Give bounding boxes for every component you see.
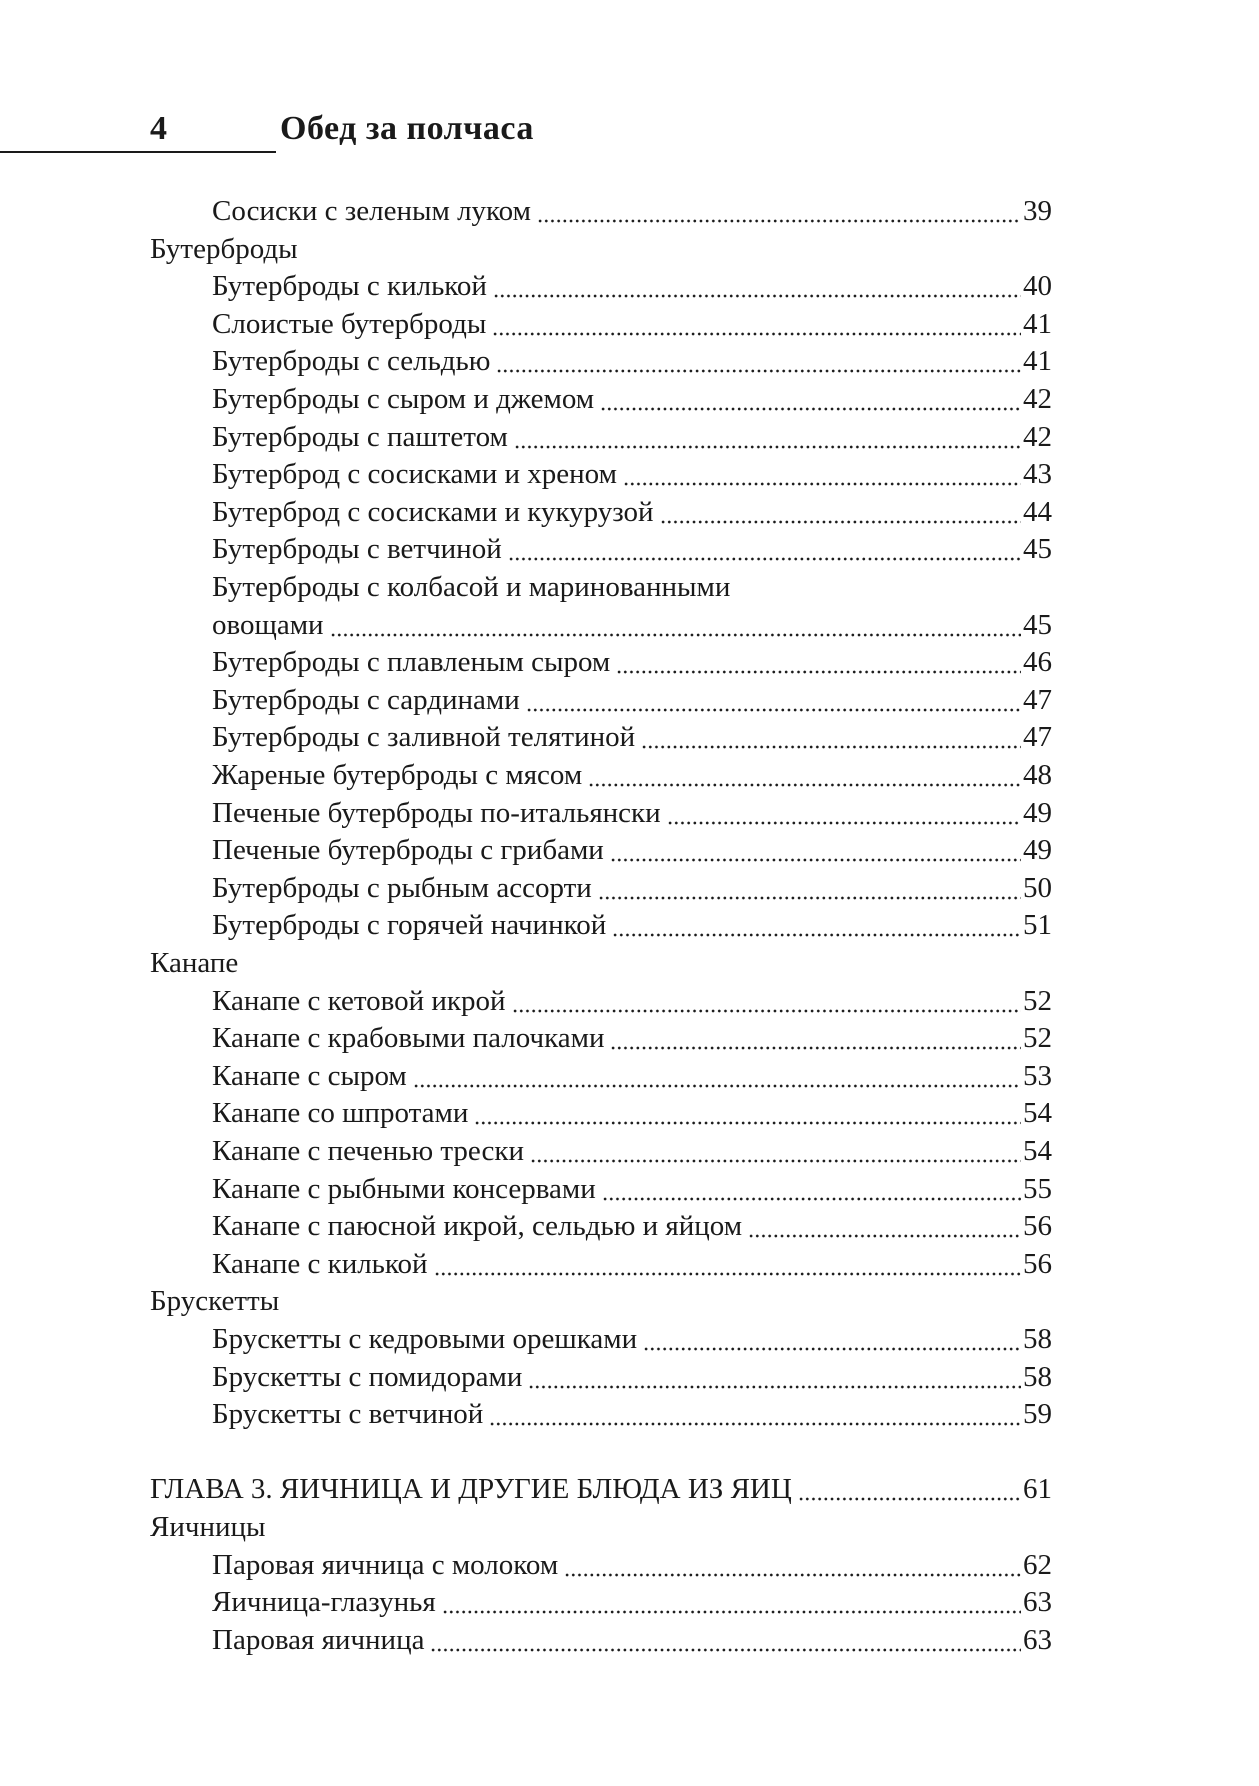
toc-dot-leader [616, 643, 1021, 681]
toc-dot-leader [588, 756, 1021, 794]
toc-entry [212, 1132, 1052, 1170]
toc-section-heading [150, 230, 1052, 268]
toc-dot-leader [512, 982, 1021, 1020]
toc-dot-leader [748, 1207, 1021, 1245]
toc-entry [212, 1358, 1052, 1396]
toc-entry-title: Печеные бутерброды по-итальянски [212, 796, 661, 829]
toc-entry [212, 1057, 1052, 1095]
toc-dot-leader [598, 869, 1021, 907]
toc-entry [212, 606, 1052, 644]
toc-entry-title: Брускетты с кедровыми орешками [212, 1323, 638, 1355]
toc-entry [212, 756, 1052, 794]
toc-entry-title: Яичницы [150, 1511, 266, 1543]
toc-page-number: 45 [1023, 533, 1052, 566]
toc-section-heading [150, 1282, 1052, 1320]
toc-page-number: 52 [1023, 1022, 1052, 1055]
toc-entry-title: Сосиски с зеленым луком [212, 195, 531, 227]
toc-entry [212, 455, 1052, 493]
toc-dot-leader [641, 718, 1021, 756]
toc-entry [212, 718, 1052, 756]
toc-dot-leader [564, 1546, 1021, 1584]
toc-entry-title: Слоистые бутерброды [212, 307, 487, 340]
toc-page-number: 42 [1023, 420, 1052, 453]
toc-entry [212, 1621, 1052, 1659]
running-title: Обед за полчаса [280, 110, 534, 147]
toc-dot-leader [530, 1132, 1021, 1170]
toc-entry-title: овощами [212, 608, 324, 641]
toc-dot-leader [526, 681, 1021, 719]
toc-entry [212, 267, 1052, 305]
toc-dot-leader [600, 380, 1021, 418]
toc-entry [212, 342, 1052, 380]
toc-dot-leader [537, 192, 1021, 230]
toc-page-number: 63 [1023, 1623, 1052, 1656]
toc-page-number: 41 [1023, 307, 1052, 340]
toc-chapter-heading [150, 1470, 1052, 1508]
header-rule [0, 151, 276, 153]
toc-entry-title: Печеные бутерброды с грибами [212, 834, 604, 867]
toc-entry-title: Канапе [150, 947, 239, 979]
toc-dot-leader [612, 906, 1021, 944]
toc-entry-title: ГЛАВА 3. ЯИЧНИЦА И ДРУГИЕ БЛЮДА ИЗ ЯИЦ [150, 1473, 792, 1506]
toc-page-number: 43 [1023, 458, 1052, 491]
toc-dot-leader [508, 530, 1021, 568]
toc-entry-title: Бутерброд с сосисками и хреном [212, 458, 617, 491]
toc-dot-leader [489, 1395, 1021, 1433]
toc-entry-title: Бутерброд с сосисками и кукурузой [212, 495, 654, 528]
toc-dot-leader [413, 1057, 1021, 1095]
toc-page-number: 47 [1023, 683, 1052, 716]
toc-entry-title: Канапе с крабовыми палочками [212, 1022, 605, 1055]
toc-dot-leader [602, 1170, 1021, 1208]
toc-page-number: 58 [1023, 1360, 1052, 1393]
toc-entry-title: Бутерброды с заливной телятиной [212, 721, 636, 754]
toc-entry-title: Бутерброды с паштетом [212, 420, 508, 453]
toc-dot-leader [330, 606, 1021, 644]
toc-page-number: 59 [1023, 1398, 1052, 1431]
toc-page-number: 48 [1023, 759, 1052, 791]
toc-entry [212, 1583, 1052, 1621]
toc-page-number: 56 [1023, 1247, 1052, 1280]
toc-entry [212, 906, 1052, 944]
toc-page-number: 63 [1023, 1586, 1052, 1619]
toc-entry [212, 794, 1052, 832]
toc-entry-title: Канапе с килькой [212, 1247, 428, 1280]
toc-page-number: 45 [1023, 608, 1052, 641]
toc-page-number: 54 [1023, 1097, 1052, 1130]
toc-entry-title: Бутерброды с сыром и джемом [212, 383, 595, 415]
toc-entry-title: Бутерброды с килькой [212, 270, 487, 303]
toc-entry-title: Паровая яичница [212, 1623, 425, 1656]
toc-entry-title: Канапе с печенью трески [212, 1135, 524, 1167]
toc-dot-leader [798, 1470, 1021, 1508]
toc-page-number: 49 [1023, 834, 1052, 867]
toc-dot-leader [493, 267, 1021, 305]
toc-page-number: 49 [1023, 796, 1052, 829]
toc-entry-title: Брускетты с ветчиной [212, 1398, 484, 1431]
toc-entry [212, 1395, 1052, 1433]
toc-dot-leader [496, 342, 1021, 380]
toc-entry [212, 1320, 1052, 1358]
toc-entry-title: Бутерброды с горячей начинкой [212, 909, 607, 942]
toc-entry-title: Канапе с рыбными консервами [212, 1172, 596, 1205]
toc-entry-title: Бутерброды с колбасой и маринованными [212, 571, 731, 603]
toc-entry-title: Бутерброды с сардинами [212, 683, 520, 716]
toc-entry [212, 493, 1052, 531]
toc-page-number: 62 [1023, 1548, 1052, 1581]
page-number: 4 [150, 110, 167, 147]
toc-page-number: 42 [1023, 383, 1052, 415]
toc-entry-title: Канапе с кетовой икрой [212, 984, 506, 1017]
toc-dot-leader [623, 455, 1021, 493]
toc-dot-leader [667, 794, 1021, 832]
toc-entry [212, 1546, 1052, 1584]
toc-entry-title: Брускетты с помидорами [212, 1360, 523, 1393]
toc-dot-leader [643, 1320, 1021, 1358]
toc-entry [212, 1170, 1052, 1208]
toc-entry [212, 1019, 1052, 1057]
toc-page-number: 51 [1023, 909, 1052, 942]
toc-entry [212, 305, 1052, 343]
toc-entry [212, 643, 1052, 681]
toc-dot-leader [442, 1583, 1021, 1621]
toc-entry-title: Бутерброды [150, 232, 298, 265]
toc-section-heading [150, 944, 1052, 982]
toc-entry [212, 1094, 1052, 1132]
toc-entry-title: Бутерброды с рыбным ассорти [212, 871, 592, 904]
toc-page-number: 56 [1023, 1210, 1052, 1243]
toc-dot-leader [610, 1019, 1021, 1057]
toc-entry-title: Канапе со шпротами [212, 1097, 469, 1130]
toc-page-number: 61 [1023, 1473, 1052, 1506]
toc-dot-leader [528, 1358, 1021, 1396]
page-header [0, 108, 1259, 160]
toc-entry [212, 982, 1052, 1020]
toc-page-number: 47 [1023, 721, 1052, 754]
toc-entry [212, 831, 1052, 869]
toc-section-heading [150, 1508, 1052, 1546]
toc-page-number: 53 [1023, 1059, 1052, 1092]
toc-entry-title: Бутерброды с сельдью [212, 345, 491, 378]
toc-entry-title: Бутерброды с плавленым сыром [212, 646, 611, 679]
toc-page-number: 44 [1023, 495, 1052, 528]
toc-entry-title: Паровая яичница с молоком [212, 1548, 559, 1581]
toc-page-number: 40 [1023, 270, 1052, 303]
toc-entry-title: Канапе с паюсной икрой, сельдью и яйцом [212, 1210, 743, 1243]
toc-entry-title: Жареные бутерброды с мясом [212, 759, 583, 791]
toc-entry [212, 681, 1052, 719]
toc-page-number: 50 [1023, 871, 1052, 904]
toc-dot-leader [434, 1245, 1021, 1283]
toc-page-number: 54 [1023, 1135, 1052, 1167]
toc-page-number: 39 [1023, 195, 1052, 227]
toc-page-number: 46 [1023, 646, 1052, 679]
toc-dot-leader [474, 1094, 1021, 1132]
toc-entry [212, 192, 1052, 230]
toc-page-number: 55 [1023, 1172, 1052, 1205]
toc-entry [212, 869, 1052, 907]
toc-entry-title: Канапе с сыром [212, 1059, 407, 1092]
toc-dot-leader [514, 418, 1021, 456]
toc-entry [212, 418, 1052, 456]
toc-entry-title: Брускетты [150, 1285, 280, 1318]
toc-entry-title: Бутерброды с ветчиной [212, 533, 502, 566]
toc-dot-leader [610, 831, 1021, 869]
toc-dot-leader [660, 493, 1021, 531]
toc-entry [212, 568, 1052, 606]
toc-page-number: 41 [1023, 345, 1052, 378]
toc-entry [212, 530, 1052, 568]
toc-entry [212, 380, 1052, 418]
toc-entry [212, 1207, 1052, 1245]
toc-dot-leader [492, 305, 1021, 343]
toc-entry-title: Яичница-глазунья [212, 1586, 436, 1619]
toc-page-number: 58 [1023, 1323, 1052, 1355]
toc-dot-leader [430, 1621, 1021, 1659]
toc-page-number: 52 [1023, 984, 1052, 1017]
toc-entry [212, 1245, 1052, 1283]
